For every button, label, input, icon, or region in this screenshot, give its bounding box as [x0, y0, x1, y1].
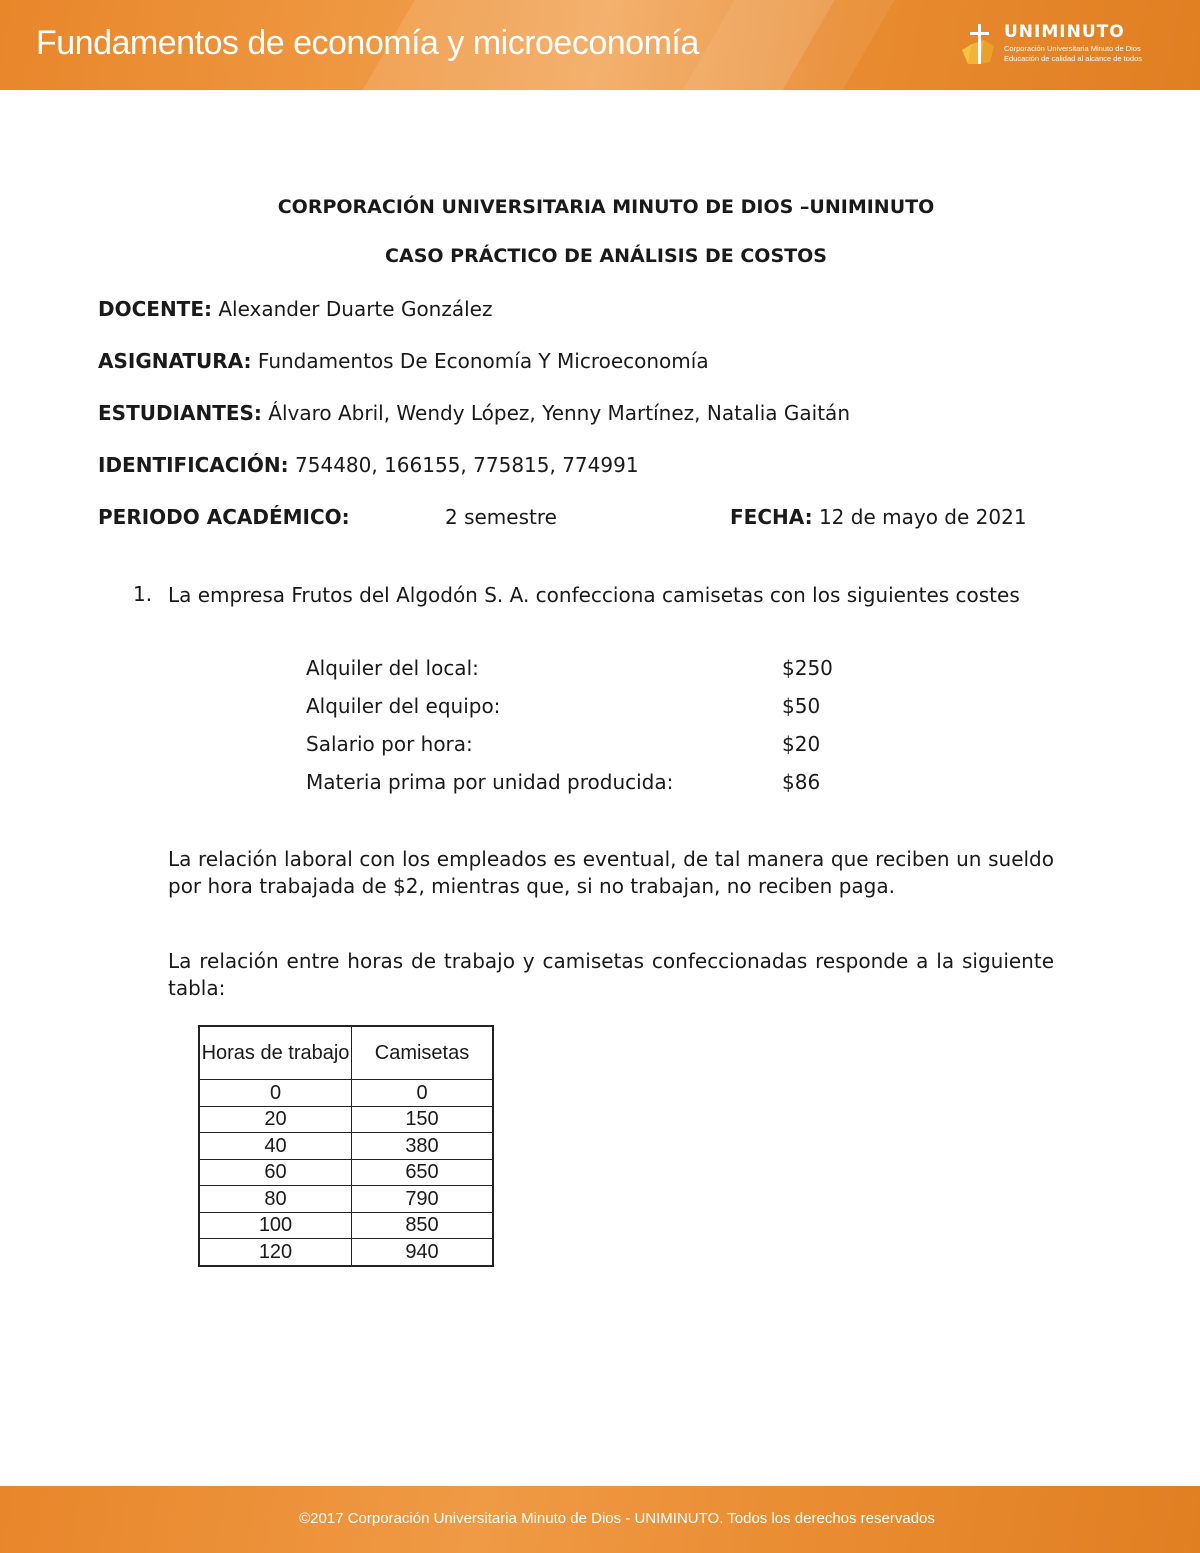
- cost-row: [306, 770, 906, 808]
- identificacion-label: IDENTIFICACIÓN:: [98, 453, 289, 477]
- uniminuto-logo: [958, 18, 1158, 74]
- header-title: Fundamentos de economía y microeconomía: [36, 24, 699, 62]
- page-footer: [0, 1486, 1200, 1553]
- cost-row: [306, 656, 906, 694]
- table-cell: 120: [199, 1239, 352, 1266]
- cost-label: Alquiler del local:: [306, 656, 479, 680]
- table-cell: 940: [352, 1239, 494, 1266]
- cost-value: $86: [782, 770, 821, 794]
- table-cell: 20: [199, 1106, 352, 1133]
- question-intro: La empresa Frutos del Algodón S. A. confecciona camisetas con los siguientes costes: [168, 583, 1020, 607]
- table-row: [199, 1186, 493, 1213]
- cost-value: $250: [782, 656, 833, 680]
- table-row: [199, 1106, 493, 1133]
- labor-paragraph: La relación laboral con los empleados es eventual, de tal manera que reciben un sueldo por hora trabajada de $2, mientras que, si no trabajan, no reciben paga.: [168, 847, 1054, 898]
- fecha-line: [730, 505, 1027, 529]
- table-cell: 380: [352, 1133, 494, 1160]
- estudiantes-line: [98, 401, 850, 425]
- docente-value: Alexander Duarte González: [211, 297, 493, 321]
- page-header: [0, 0, 1200, 90]
- table-cell: 850: [352, 1212, 494, 1239]
- cost-value: $50: [782, 694, 821, 718]
- table-intro-paragraph: La relación entre horas de trabajo y camisetas confeccionadas responde a la siguiente tabla:: [168, 949, 1054, 1000]
- logo-subtitle: Corporación Universitaria Minuto de Dios: [1004, 44, 1141, 53]
- table-row: [199, 1159, 493, 1186]
- table-cell: 80: [199, 1186, 352, 1213]
- question-number: 1.: [133, 582, 153, 606]
- logo-tagline: Educación de calidad al alcance de todos: [1004, 54, 1143, 63]
- footer-copyright: ©2017 Corporación Universitaria Minuto de Dios - UNIMINUTO. Todos los derechos reservados: [299, 1510, 935, 1527]
- document-title: CASO PRÁCTICO DE ANÁLISIS DE COSTOS: [385, 245, 827, 267]
- table-header-row: [199, 1026, 493, 1080]
- identificacion-line: [98, 453, 639, 477]
- periodo-label: PERIODO ACADÉMICO:: [98, 505, 350, 529]
- cost-label: Alquiler del equipo:: [306, 694, 501, 718]
- table-cell: 40: [199, 1133, 352, 1160]
- table-cell: 790: [352, 1186, 494, 1213]
- table-row: [199, 1133, 493, 1160]
- docente-label: DOCENTE:: [98, 297, 212, 321]
- asignatura-line: [98, 349, 709, 373]
- table-cell: 0: [352, 1080, 494, 1107]
- asignatura-label: ASIGNATURA:: [98, 349, 252, 373]
- cost-row: [306, 694, 906, 732]
- cost-value: $20: [782, 732, 821, 756]
- column-header-shirts: Camisetas: [352, 1026, 494, 1080]
- identificacion-value: 754480, 166155, 775815, 774991: [288, 453, 639, 477]
- institution-title: CORPORACIÓN UNIVERSITARIA MINUTO DE DIOS –UNIMINUTO: [277, 196, 935, 218]
- cost-label: Materia prima por unidad producida:: [306, 770, 674, 794]
- column-header-hours: Horas de trabajo: [199, 1026, 352, 1080]
- cost-label: Salario por hora:: [306, 732, 473, 756]
- table-cell: 100: [199, 1212, 352, 1239]
- table-cell: 650: [352, 1159, 494, 1186]
- fecha-value: 12 de mayo de 2021: [812, 505, 1027, 529]
- logo-name: UNIMINUTO: [1004, 22, 1125, 42]
- estudiantes-value: Álvaro Abril, Wendy López, Yenny Martínez, Natalia Gaitán: [261, 401, 850, 425]
- uniminuto-logo-icon: [958, 20, 1000, 70]
- table-row: [199, 1080, 493, 1107]
- asignatura-value: Fundamentos De Economía Y Microeconomía: [251, 349, 709, 373]
- docente-line: [98, 297, 492, 321]
- table-cell: 150: [352, 1106, 494, 1133]
- costs-list: [306, 656, 906, 808]
- table-row: [199, 1212, 493, 1239]
- fecha-label: FECHA:: [730, 505, 813, 529]
- cost-row: [306, 732, 906, 770]
- hours-shirts-table: [198, 1025, 494, 1267]
- periodo-value: 2 semestre: [445, 505, 557, 529]
- table-row: [199, 1239, 493, 1266]
- table-cell: 0: [199, 1080, 352, 1107]
- estudiantes-label: ESTUDIANTES:: [98, 401, 262, 425]
- table-cell: 60: [199, 1159, 352, 1186]
